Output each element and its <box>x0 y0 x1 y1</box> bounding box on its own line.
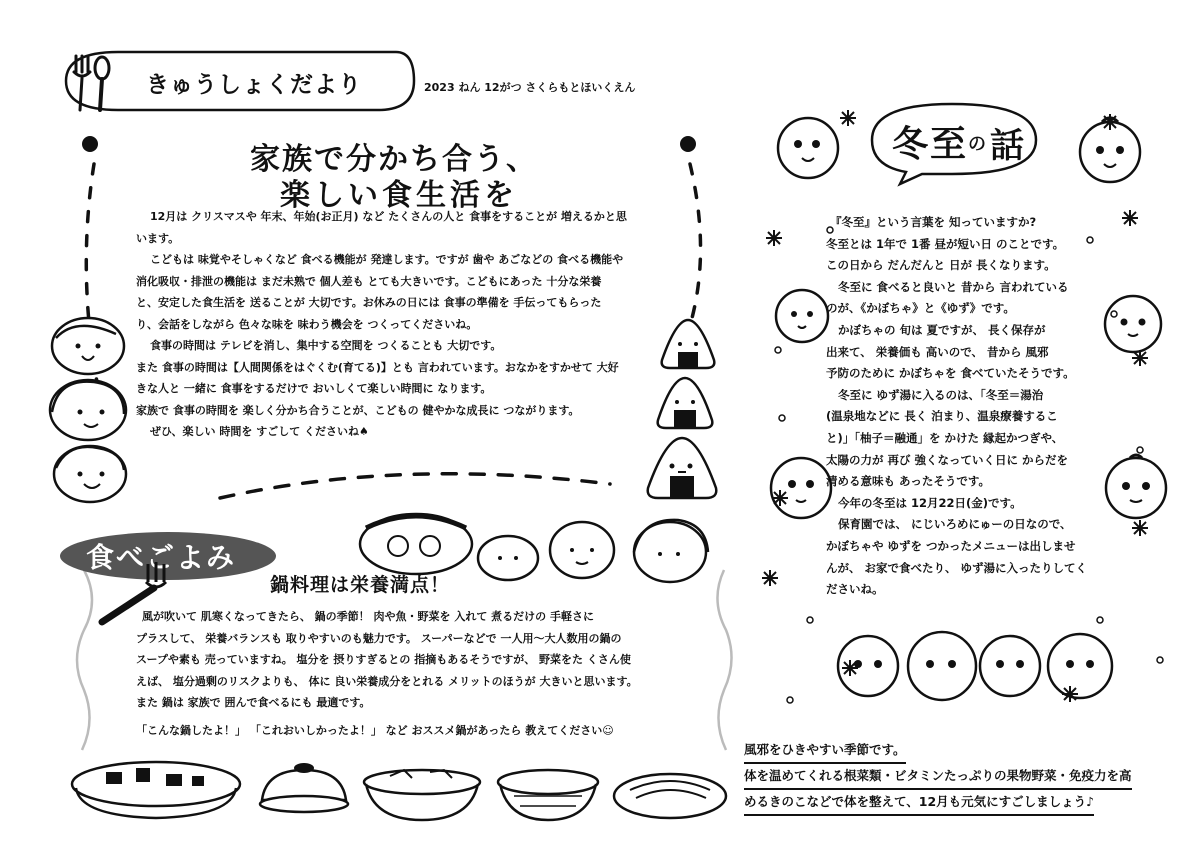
main-article-line: こどもは 味覚やそしゃくなど 食べる機能が 発達します。ですが 歯や あごなどの 食べる機能や <box>150 253 624 266</box>
tabemono-line: 風が吹いて 肌寒くなってきたら、 鍋の季節！ 肉や魚・野菜を 入れて 煮るだけの 手軽さに <box>142 610 594 623</box>
fork-spoon-icon <box>64 50 114 114</box>
footer-note-line: めるきのこなどで体を整えて、12月も元気にすごしましょう♪ <box>744 790 1094 816</box>
main-article-body <box>136 206 696 443</box>
main-article-line: 12月は クリスマスや 年末、年始(お正月) など たくさんの人と 食事をすることが 増えるかと思 <box>150 210 627 223</box>
footer-note-line: 風邪をひきやすい季節です。 <box>744 738 906 764</box>
main-article-line: 家族で 食事の時間を 楽しく分かち合うことが、こどもの 健やかな成長に つながります。 <box>136 403 580 417</box>
tabemono-title: 鍋料理は栄養満点！ <box>270 574 451 596</box>
tabemono-line: また 鍋は 家族で 囲んで食べるにも 最適です。 <box>136 696 371 709</box>
touji-line: 冬至とは 1年で 1番 昼が短い日 のことです。 <box>826 236 1065 251</box>
father-face-illustration <box>48 440 132 506</box>
touji-body <box>826 212 1126 601</box>
main-article-line: きな人と 一緒に 食事をするだけで おいしくて楽しい時間に なります。 <box>136 382 492 395</box>
main-article-title-1: 家族で分かち合う、 <box>250 142 538 177</box>
onigiri-illustration <box>650 374 720 432</box>
main-article-line: また 食事の時間は【人間関係をはぐくむ(育てる)】とも 言われています。おなかをすかせて 大好 <box>136 360 619 374</box>
mother-face-illustration <box>44 374 132 444</box>
touji-line: この日から だんだんと 日が 長くなります。 <box>826 258 1056 273</box>
main-article-line: と、安定した食生活を 送ることが 大切です。お休みの日には 食事の準備を 手伝ってもらった <box>136 296 602 309</box>
nabe-lid-illustration <box>256 760 352 822</box>
touji-title-no: の <box>968 134 986 155</box>
touji-line: (温泉地などに 長く 泊まり、温泉療養するこ <box>826 409 1058 424</box>
touji-line: んが、 お家で食べたり、 ゆず湯に入ったりしてく <box>826 560 1088 575</box>
touji-title-kanji: 冬至 <box>892 124 969 165</box>
touji-title-end: 話 <box>990 126 1024 166</box>
main-article-line: ぜひ、楽しい 時間を すごして くださいね♠ <box>150 425 369 438</box>
tabemono-line: プラスして、 栄養バランスも 取りやすいのも魅力です。 スーパーなどで 一人用～大人数用の鍋の <box>136 631 622 645</box>
tabemono-line: スープや素も 売っていますね。 塩分を 摂りすぎるとの 指摘もあるそうですが、 野菜をた くさん使 <box>136 653 631 666</box>
nabe-basket-illustration <box>494 766 602 824</box>
touji-line: 『冬至』という言葉を 知っていますか? <box>830 215 1037 229</box>
tabemono-line: 「こんな鍋したよ！」 「これおいしかったよ！」 など おススメ鍋があったら 教えてください☺ <box>136 723 614 737</box>
touji-line: 清める意味も あったそうです。 <box>826 474 990 489</box>
main-article-line: います。 <box>136 231 180 245</box>
tabemono-label: 食べごよみ <box>86 541 237 574</box>
touji-line: 冬至に 食べると良いと 昔から 言われている <box>838 279 1069 294</box>
child-face-illustration <box>46 312 130 378</box>
onigiri-illustration <box>656 316 720 372</box>
nabe-plate-illustration <box>610 760 730 824</box>
touji-line: 太陽の力が 再び 強くなっていく日に からだを <box>826 452 1069 467</box>
main-article-line: 食事の時間は テレビを消し、集中する空間を つくることも 大切です。 <box>150 339 502 352</box>
onigiri-illustration <box>640 434 724 502</box>
tabemono-line: えば、 塩分過剰のリスクよりも、 体に 良い栄養成分をとれる メリットのほうが 大きいと思います。 <box>136 674 638 688</box>
tabemono-body <box>136 606 716 741</box>
touji-line: 今年の冬至は 12月22日(金)です。 <box>838 495 1022 510</box>
nabe-pot-illustration <box>66 754 246 824</box>
touji-line: と)」「柚子＝融通」を かけた 縁起かつぎや、 <box>826 430 1064 445</box>
header-issue: 2023 ねん 12がつ さくらもとほいくえん <box>424 81 636 94</box>
main-article-title-2: 楽しい食生活を <box>280 178 518 213</box>
main-article-line: 消化吸収・排泄の機能は まだ未熟で 個人差も とても大きいです。こどもにあった 十分な栄養 <box>136 274 602 288</box>
touji-line: かぼちゃの 旬は 夏ですが、 長く保存が <box>838 322 1046 337</box>
touji-line: 保育園では、 にじいろめにゅーの日なので、 <box>838 517 1072 532</box>
touji-line: 出来て、 栄養価も 高いので、 昔から 風邪 <box>826 344 1049 359</box>
header-title: きゅうしょくだより <box>146 72 362 98</box>
footer-note <box>744 738 1194 816</box>
footer-note-line: 体を温めてくれる根菜類・ビタミンたっぷりの果物野菜・免疫力を高 <box>744 764 1132 790</box>
touji-line: 冬至に ゆず湯に入るのは、「冬至＝湯治 <box>838 387 1044 402</box>
touji-line: かぼちゃや ゆずを つかったメニューは出しませ <box>826 538 1076 553</box>
touji-line: のが、《かぼちゃ》と《ゆず》です。 <box>826 301 1015 316</box>
touji-line: 予防のために かぼちゃを 食べていたそうです。 <box>826 366 1075 381</box>
nabe-bowl-illustration <box>360 766 484 824</box>
main-article-line: り、会話をしながら 色々な味を 味わう機会を つくってくださいね。 <box>136 317 478 331</box>
touji-line: ださいね。 <box>826 582 884 597</box>
